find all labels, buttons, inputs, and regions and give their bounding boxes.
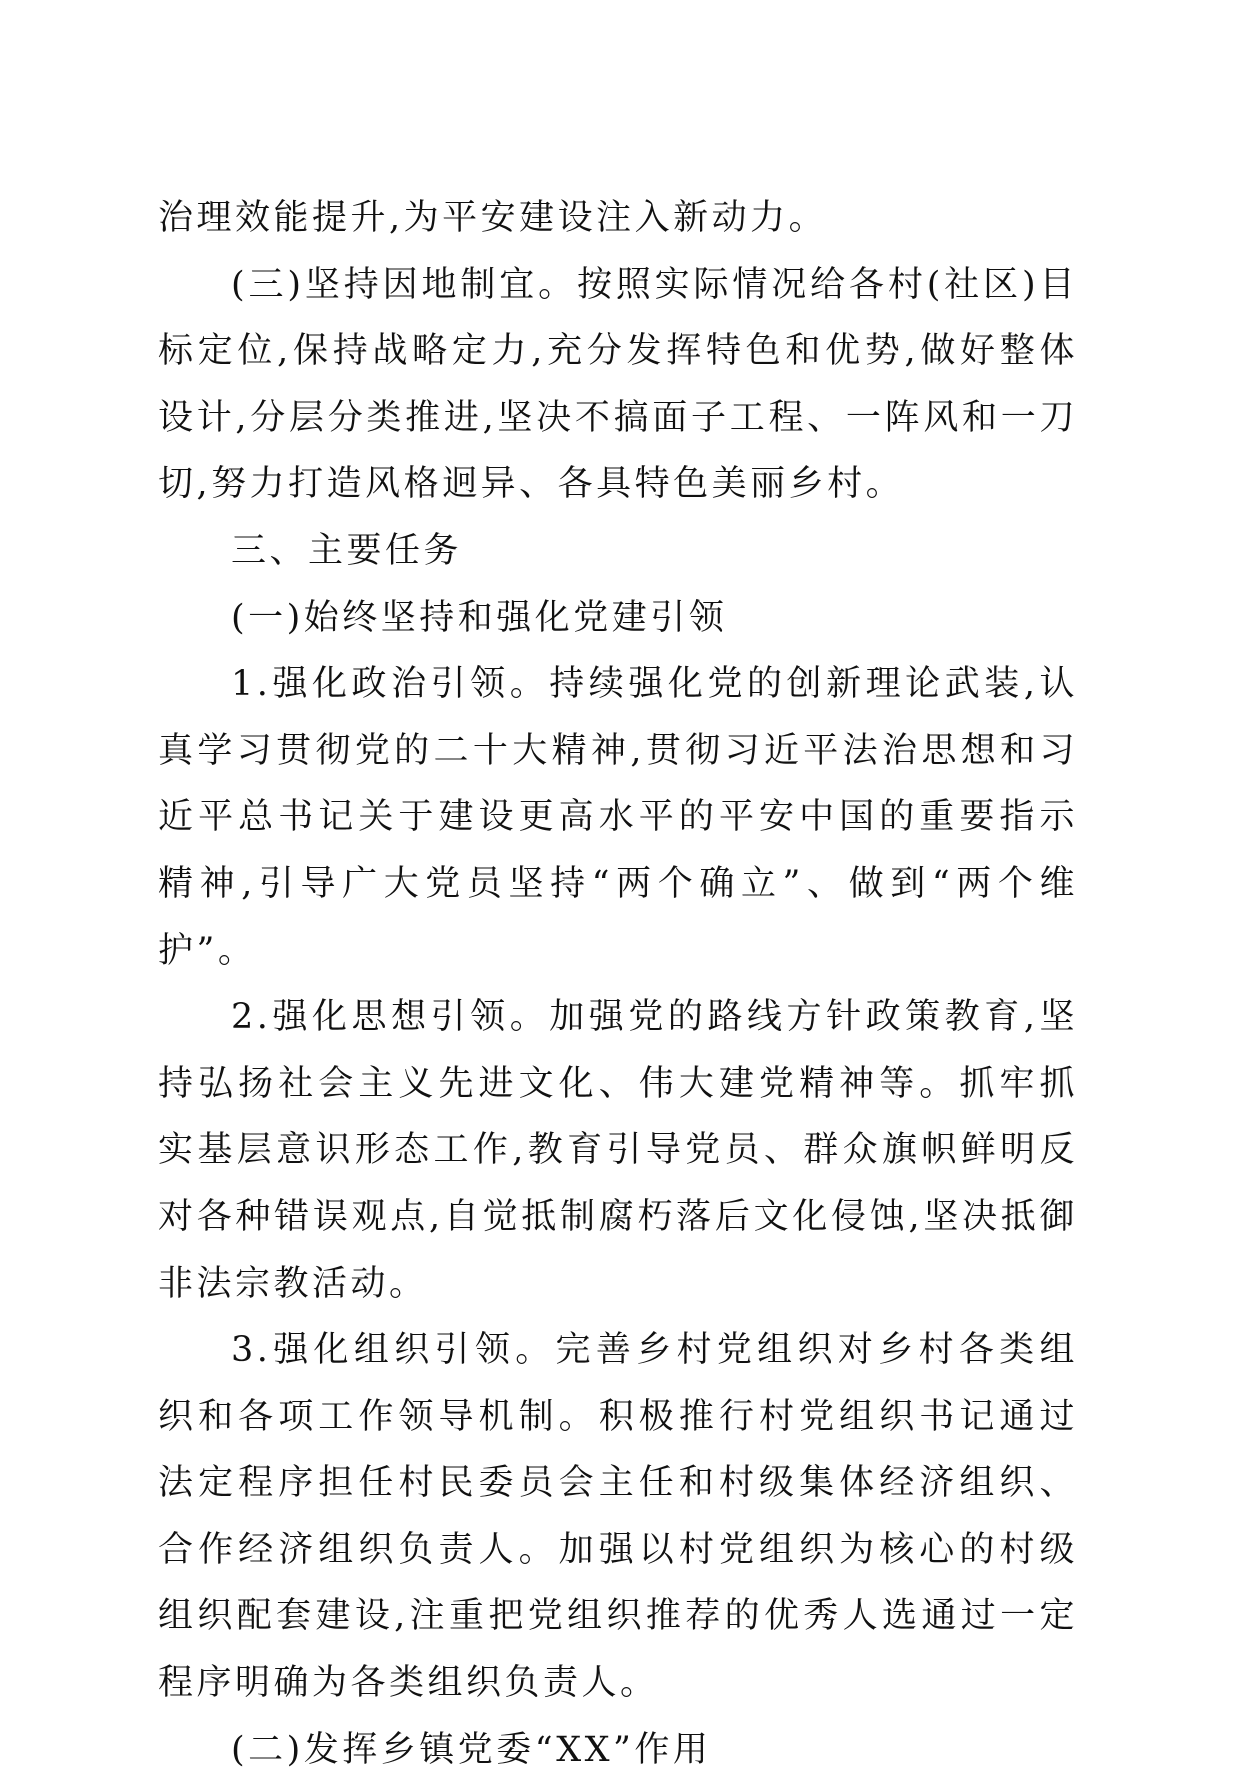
document-body bbox=[158, 185, 1078, 1783]
paragraph-political-leadership: 1.强化政治引领。持续强化党的创新理论武装,认真学习贯彻党的二十大精神,贯彻习近平法治思想和习近平总书记关于建设更高水平的平安中国的重要指示精神,引导广大党员坚持“两个确立”、做到“两个维护”。 bbox=[158, 664, 1078, 971]
section-heading-main-tasks: 三、主要任务 bbox=[231, 530, 463, 571]
subsection-heading-township-committee: (二)发挥乡镇党委“XX”作用 bbox=[231, 1729, 712, 1770]
paragraph-ideological-leadership: 2.强化思想引领。加强党的路线方针政策教育,坚持弘扬社会主义先进文化、伟大建党精神等。抓牢抓实基层意识形态工作,教育引导党员、群众旗帜鲜明反对各种错误观点,自觉抵制腐朽落后文化侵蚀,坚决抵御非法宗教活动。 bbox=[158, 997, 1078, 1304]
paragraph-continuation: 治理效能提升,为平安建设注入新动力。 bbox=[158, 198, 828, 238]
paragraph-adapt-local-conditions: (三)坚持因地制宜。按照实际情况给各村(社区)目标定位,保持战略定力,充分发挥特色和优势,做好整体设计,分层分类推进,坚决不搞面子工程、一阵风和一刀切,努力打造风格迥异、各具特色美丽乡村。 bbox=[158, 264, 1078, 505]
subsection-heading-party-leadership: (一)始终坚持和强化党建引领 bbox=[231, 597, 728, 638]
paragraph-organizational-leadership: 3.强化组织引领。完善乡村党组织对乡村各类组织和各项工作领导机制。积极推行村党组织书记通过法定程序担任村民委员会主任和村级集体经济组织、合作经济组织负责人。加强以村党组织为核心的村级组织配套建设,注重把党组织推荐的优秀人选通过一定程序明确为各类组织负责人。 bbox=[158, 1330, 1078, 1704]
